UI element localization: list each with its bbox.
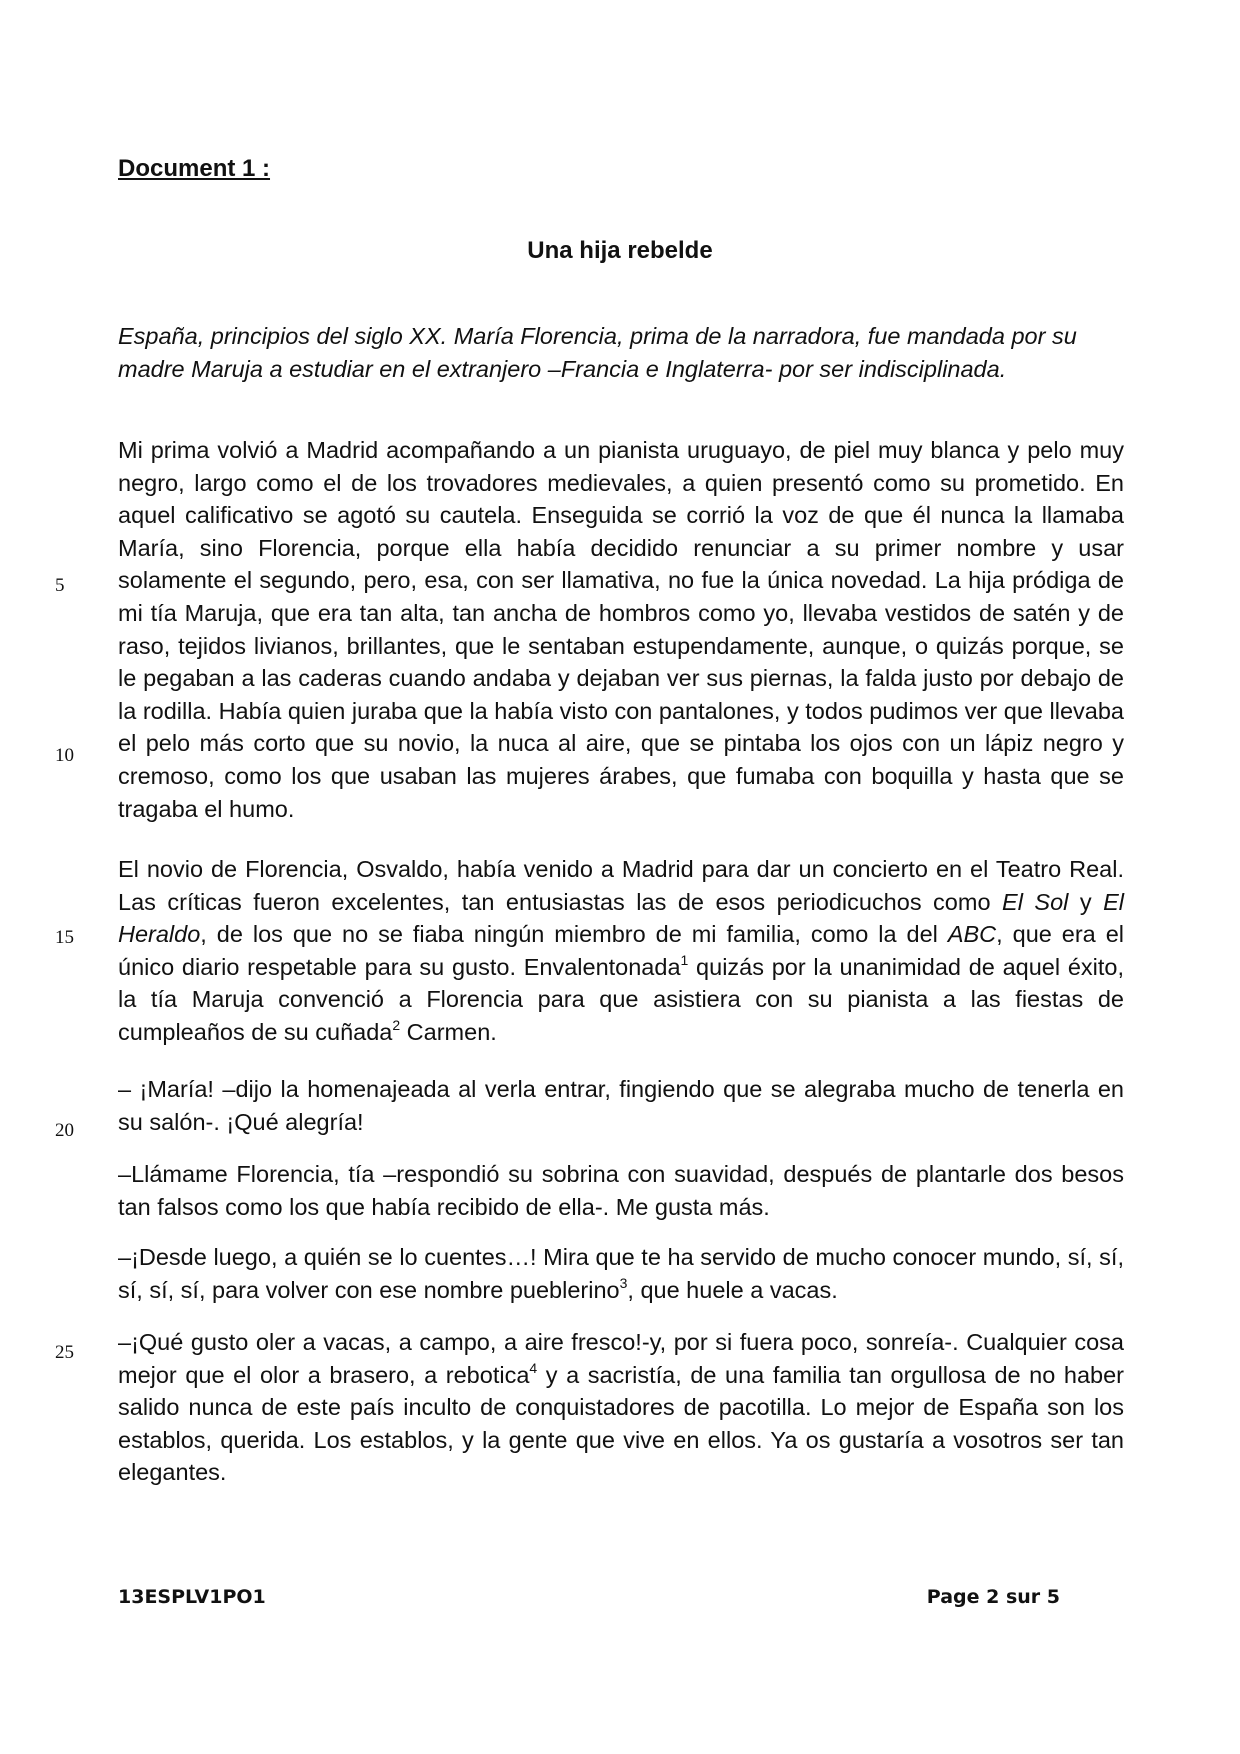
footer-document-code: 13ESPLV1PO1: [118, 1586, 266, 1608]
paragraph-2: [118, 853, 1124, 1049]
document-heading: Document 1 :: [118, 155, 271, 182]
text-run: El novio de Florencia, Osvaldo, había venido a Madrid para dar un concierto en el Teatro Real. Las críticas fueron excelentes, tan entusiastas las de esos periodicuchos como: [118, 856, 1124, 915]
text-run: y a sacristía, de una familia tan orgullosa de no haber salido nunca de este país inculto de conquistadores de pacotilla. Lo mejor de España son los establos, querida. Los establos, y la gente que vive en ellos. Ya os gustaría a vosotros ser tan elegantes.: [118, 1361, 1124, 1486]
text-run: Carmen.: [400, 1018, 497, 1045]
footer-page-number: Page 2 sur 5: [926, 1586, 1060, 1608]
newspaper-title: El Sol: [1002, 888, 1069, 915]
paragraph-1: Mi prima volvió a Madrid acompañando a un pianista uruguayo, de piel muy blanca y pelo muy negro, largo como el de los trovadores medievales, a quien presentó como su prometido. En aquel calificativo se agotó su cautela. Enseguida se corrió la voz de que él nunca la llamaba María, sino Florencia, porque ella había decidido renunciar a su primer nombre y usar solamente el segundo, pero, esa, con ser llamativa, no fue la única novedad. La hija pródiga de mi tía Maruja, que era tan alta, tan ancha de hombros como yo, llevaba vestidos de satén y de raso, tejidos livianos, brillantes, que le sentaban estupendamente, aunque, o quizás porque, se le pegaban a las caderas cuando andaba y dejaban ver sus piernas, la falda justo por debajo de la rodilla. Había quien juraba que la había visto con pantalones, y todos pudimos ver que llevaba el pelo más corto que su novio, la nuca al aire, que se pintaba los ojos con un lápiz negro y cremoso, como los que usaban las mujeres árabes, que fumaba con boquilla y hasta que se tragaba el humo.: [118, 437, 1124, 822]
line-number: 10: [55, 745, 74, 766]
footnote-ref: 2: [392, 1016, 401, 1033]
intro-line: madre Maruja a estudiar en el extranjero –Francia e Inglaterra- por ser indisciplinada.: [118, 355, 1007, 382]
line-number: 20: [55, 1120, 74, 1141]
newspaper-title: El Heraldo: [118, 888, 1125, 948]
line-number: 25: [55, 1342, 74, 1363]
line-number: 5: [55, 575, 65, 596]
paragraph-3: – ¡María! –dijo la homenajeada al verla entrar, fingiendo que se alegraba mucho de tenerla en su salón-. ¡Qué alegría!: [118, 1076, 1124, 1135]
paragraph-4: –Llámame Florencia, tía –respondió su sobrina con suavidad, después de plantarle dos besos tan falsos como los que había recibido de ella-. Me gusta más.: [118, 1161, 1124, 1220]
intro-paragraph: [118, 320, 1124, 385]
paragraph-5: [118, 1241, 1124, 1306]
intro-line: España, principios del siglo XX. María Florencia, prima de la narradora, fue mandada por su: [118, 323, 1077, 349]
paragraph-6: [118, 1326, 1124, 1489]
footnote-ref: 3: [619, 1274, 628, 1291]
text-run: y: [1068, 888, 1104, 915]
document-title: Una hija rebelde: [527, 237, 713, 264]
text-run: , que era el único diario respetable para su gusto. Envalentonada: [118, 921, 1124, 980]
line-number: 15: [55, 927, 74, 948]
text-run: –¡Qué gusto oler a vacas, a campo, a aire fresco!-y, por si fuera poco, sonreía-. Cualquier cosa mejor que el olor a brasero, a rebotica: [118, 1329, 1124, 1388]
text-run: , de los que no se fiaba ningún miembro de mi familia, como la del: [200, 921, 948, 948]
text-run: quizás por la unanimidad de aquel éxito, la tía Maruja convenció a Florencia para que asistiera con su pianista a las fiestas de cumpleaños de su cuñada: [118, 953, 1124, 1045]
text-run: –¡Desde luego, a quién se lo cuentes…! Mira que te ha servido de mucho conocer mundo, sí, sí, sí, sí, sí, para volver con ese nombre pueblerino: [118, 1244, 1124, 1303]
footnote-ref: 4: [529, 1359, 538, 1376]
footnote-ref: 1: [680, 951, 689, 968]
newspaper-title: ABC: [947, 921, 997, 948]
text-run: , que huele a vacas.: [627, 1276, 838, 1303]
